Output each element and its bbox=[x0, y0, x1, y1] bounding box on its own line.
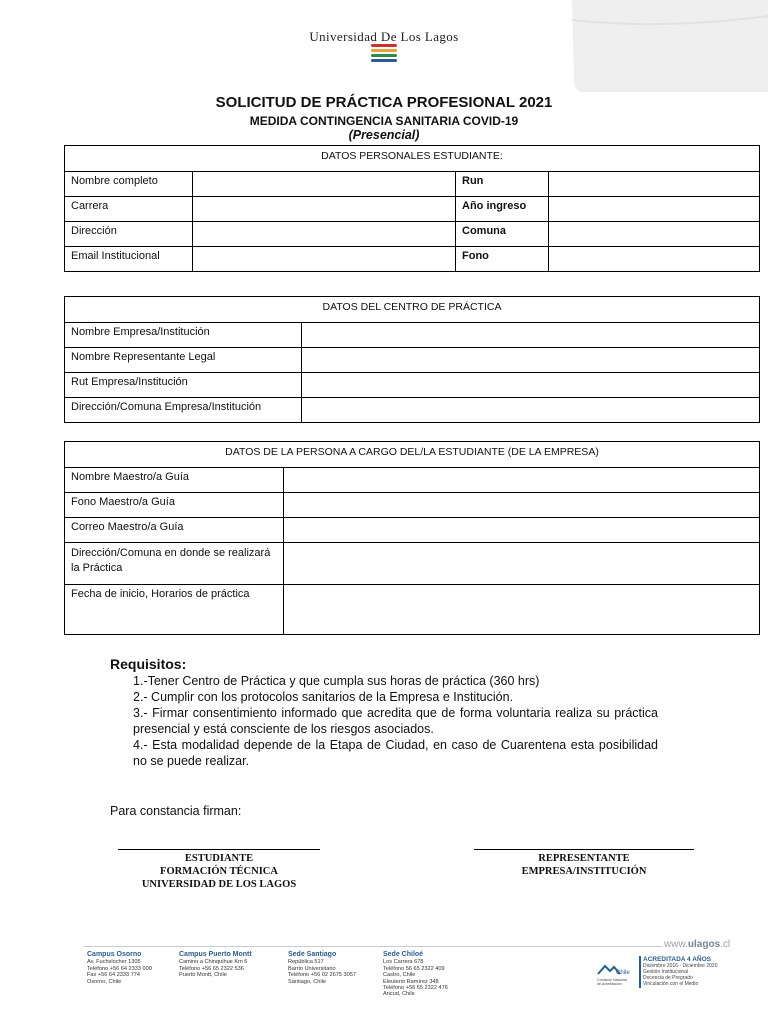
field-label: Año ingreso bbox=[456, 197, 549, 222]
campus-line: Puerto Montt, Chile bbox=[179, 972, 227, 979]
document-modality: (Presencial) bbox=[348, 128, 420, 142]
campus-line: Castro, Chile bbox=[383, 972, 416, 979]
signature-line bbox=[474, 849, 694, 850]
personal-data-heading: DATOS PERSONALES ESTUDIANTE: bbox=[65, 146, 760, 172]
campus-line: Santiago, Chile bbox=[288, 978, 326, 985]
field-value[interactable] bbox=[284, 543, 760, 585]
table-row bbox=[65, 493, 760, 518]
field-value[interactable] bbox=[302, 398, 760, 423]
campus-name: Sede Santiago bbox=[288, 951, 337, 958]
field-label: Nombre completo bbox=[65, 172, 193, 197]
field-label: Email Institucional bbox=[65, 247, 193, 272]
field-value[interactable] bbox=[284, 585, 760, 635]
university-name: Universidad De Los Lagos bbox=[309, 29, 459, 44]
campus-line: Barrio Universitario bbox=[288, 965, 336, 972]
flag-stripe-blue bbox=[371, 59, 397, 62]
field-value[interactable] bbox=[284, 468, 760, 493]
signature-caption: ESTUDIANTE bbox=[184, 853, 254, 864]
signature-representative[interactable] bbox=[474, 849, 694, 878]
table-row bbox=[65, 373, 760, 398]
list-item: 4.- Esta modalidad depende de la Etapa de Ciudad, en caso de Cuarentena esta posibilidad no se puede realizar. bbox=[133, 738, 658, 768]
university-logo bbox=[0, 44, 768, 69]
campus-name: Campus Osorno bbox=[87, 951, 142, 958]
campus-puerto-montt bbox=[179, 952, 252, 979]
practice-center-heading: DATOS DEL CENTRO DE PRÁCTICA bbox=[65, 297, 760, 323]
field-value[interactable] bbox=[193, 222, 456, 247]
field-label: Fecha de inicio, Horarios de práctica bbox=[65, 585, 284, 635]
signature-caption: UNIVERSIDAD DE LOS LAGOS bbox=[141, 879, 297, 890]
field-value[interactable] bbox=[193, 172, 456, 197]
document-subtitle: MEDIDA CONTINGENCIA SANITARIA COVID-19 bbox=[249, 114, 519, 128]
practice-center-table bbox=[64, 296, 760, 423]
field-label: Nombre Maestro/a Guía bbox=[65, 468, 284, 493]
supervisor-heading: DATOS DE LA PERSONA A CARGO DEL/LA ESTUDIANTE (DE LA EMPRESA) bbox=[65, 442, 760, 468]
accreditation-line: Vinculación con el Medio bbox=[643, 981, 699, 987]
signature-line bbox=[118, 849, 320, 850]
flag-stripe-green bbox=[371, 54, 397, 57]
supervisor-table bbox=[64, 441, 760, 635]
table-row bbox=[65, 585, 760, 635]
accreditation-line: Gestión Institucional bbox=[643, 969, 689, 975]
campus-line: Los Carrera 678 bbox=[383, 959, 424, 966]
personal-data-table bbox=[64, 145, 760, 272]
requirements-title: Requisitos: bbox=[110, 656, 187, 672]
signature-student[interactable] bbox=[118, 849, 320, 891]
field-value[interactable] bbox=[549, 247, 760, 272]
accreditation-line: Docencia de Pregrado bbox=[643, 975, 693, 981]
field-label: Rut Empresa/Institución bbox=[65, 373, 302, 398]
table-row bbox=[65, 172, 760, 197]
accreditation-line: Diciembre 2016 - Diciembre 2020 bbox=[643, 963, 718, 969]
field-label: Carrera bbox=[65, 197, 193, 222]
campus-line: Teléfono 56 65 2322 409 bbox=[383, 965, 445, 972]
flag-stripe-orange bbox=[371, 49, 397, 52]
url-suffix: .cl bbox=[720, 939, 731, 950]
table-row bbox=[65, 323, 760, 348]
field-label: Fono bbox=[456, 247, 549, 272]
url-brand: ulagos bbox=[687, 939, 721, 950]
field-value[interactable] bbox=[302, 373, 760, 398]
footer-divider bbox=[84, 946, 662, 947]
campus-line: Teléfono +56 65 2322 536 bbox=[179, 965, 244, 972]
table-row bbox=[65, 197, 760, 222]
field-value[interactable] bbox=[302, 323, 760, 348]
table-row bbox=[65, 543, 760, 585]
agency-name: Chile bbox=[616, 970, 630, 976]
accreditation-title: ACREDITADA 4 AÑOS bbox=[643, 956, 712, 963]
table-row bbox=[65, 468, 760, 493]
field-label: Nombre Representante Legal bbox=[65, 348, 302, 373]
campus-line: Fax +56 64 2333 774 bbox=[87, 972, 141, 979]
signature-caption: EMPRESA/INSTITUCIÓN bbox=[521, 866, 647, 877]
campus-line: Teléfono +56 64 2333 000 bbox=[87, 965, 152, 972]
field-label: Dirección/Comuna en donde se realizará la Práctica bbox=[65, 543, 284, 585]
signatures-intro: Para constancia firman: bbox=[110, 804, 242, 818]
field-label: Dirección/Comuna Empresa/Institución bbox=[65, 398, 302, 423]
signature-caption: FORMACIÓN TÉCNICA bbox=[160, 866, 278, 877]
field-value[interactable] bbox=[549, 172, 760, 197]
agency-sub: de Acreditación bbox=[597, 982, 622, 986]
campus-santiago bbox=[288, 952, 356, 985]
url-prefix: www. bbox=[664, 939, 688, 950]
agency-sub: Comisión Nacional bbox=[597, 978, 627, 982]
list-item: 3.- Firmar consentimiento informado que acredita que de forma voluntaria realiza su práctica presencial y está consciente de los riesgos asociados. bbox=[133, 706, 658, 736]
field-value[interactable] bbox=[284, 493, 760, 518]
table-row bbox=[65, 518, 760, 543]
field-value[interactable] bbox=[284, 518, 760, 543]
campus-osorno bbox=[87, 952, 152, 985]
field-label: Fono Maestro/a Guía bbox=[65, 493, 284, 518]
field-label: Correo Maestro/a Guía bbox=[65, 518, 284, 543]
campus-line: Ancud, Chile bbox=[383, 991, 415, 998]
campus-name: Sede Chiloé bbox=[383, 951, 424, 958]
field-label: Comuna bbox=[456, 222, 549, 247]
table-row bbox=[65, 247, 760, 272]
list-item: 2.- Cumplir con los protocolos sanitarios de la Empresa e Institución. bbox=[133, 690, 514, 704]
list-item: 1.-Tener Centro de Práctica y que cumpla sus horas de práctica (360 hrs) bbox=[133, 674, 540, 688]
field-value[interactable] bbox=[549, 197, 760, 222]
accreditation-badge bbox=[643, 957, 717, 987]
field-label: Run bbox=[456, 172, 549, 197]
campus-name: Campus Puerto Montt bbox=[179, 951, 252, 958]
field-value[interactable] bbox=[302, 348, 760, 373]
signature-caption: REPRESENTANTE bbox=[538, 853, 630, 864]
footer-url[interactable] bbox=[664, 939, 730, 950]
field-label: Dirección bbox=[65, 222, 193, 247]
field-value[interactable] bbox=[193, 197, 456, 222]
requirements-list bbox=[133, 673, 658, 769]
campus-chiloe bbox=[383, 952, 448, 998]
accreditation-agency-logo-icon bbox=[596, 960, 636, 990]
logo-flag-icon bbox=[371, 44, 397, 64]
campus-line: Eleuterio Ramírez 348 bbox=[383, 978, 439, 985]
table-row bbox=[65, 348, 760, 373]
table-row bbox=[65, 222, 760, 247]
accreditation-bar bbox=[639, 956, 641, 988]
field-label: Nombre Empresa/Institución bbox=[65, 323, 302, 348]
table-row bbox=[65, 398, 760, 423]
campus-line: Osorno, Chile bbox=[87, 978, 122, 985]
field-value[interactable] bbox=[193, 247, 456, 272]
field-value[interactable] bbox=[549, 222, 760, 247]
campus-line: Teléfono +56 65 2322 476 bbox=[383, 985, 448, 992]
document-title: SOLICITUD DE PRÁCTICA PROFESIONAL 2021 bbox=[215, 94, 553, 111]
campus-line: Camino a Chinquihue Km 6 bbox=[179, 959, 248, 966]
campus-line: Teléfono +56 02 2675 3057 bbox=[288, 972, 356, 979]
campus-line: Av. Fuchslocher 1305 bbox=[87, 959, 141, 966]
campus-line: República 517 bbox=[288, 959, 324, 966]
